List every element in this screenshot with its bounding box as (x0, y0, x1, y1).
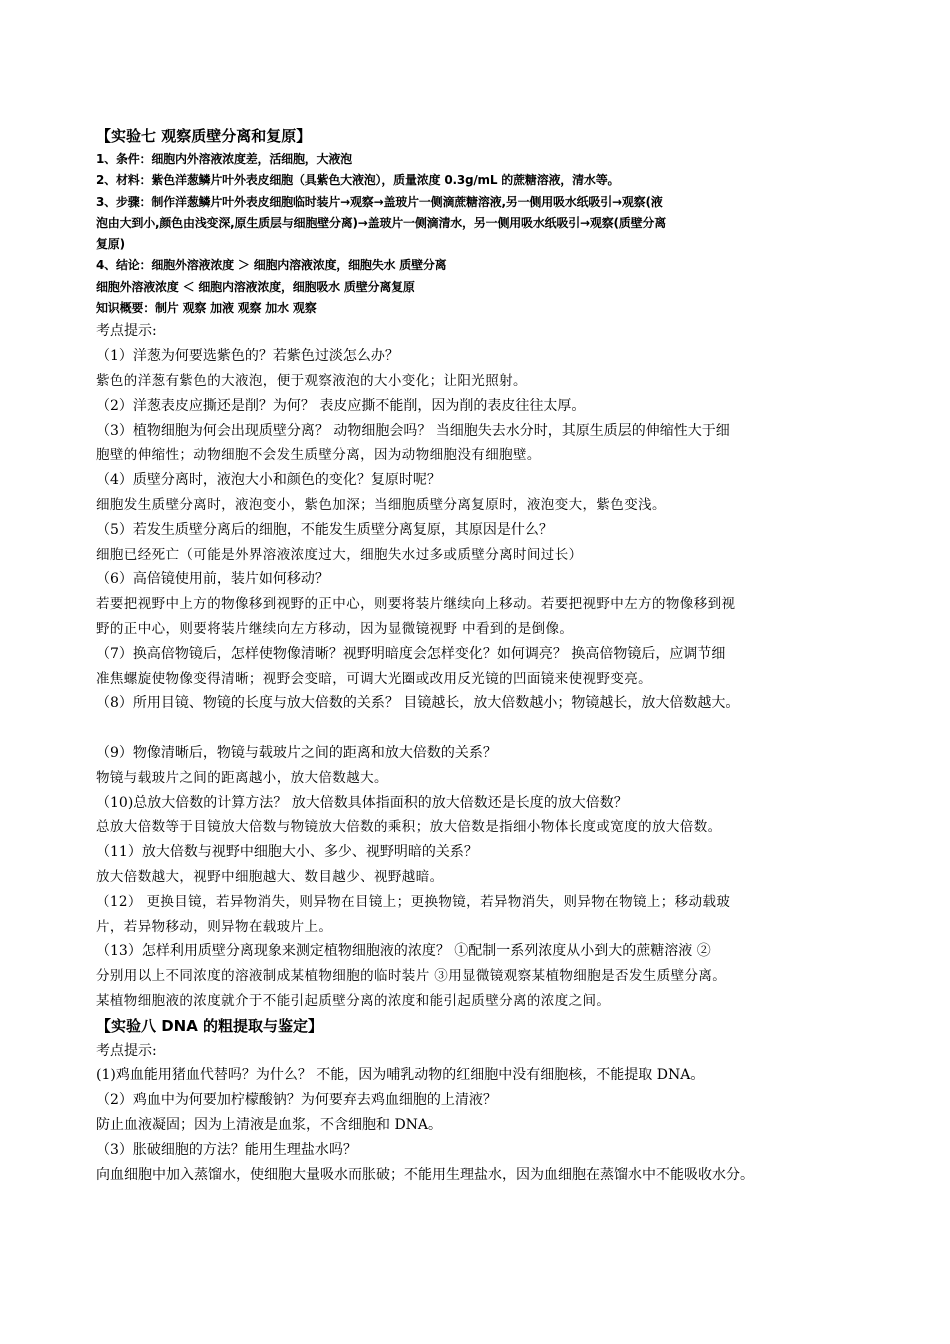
summary-line: 1、条件：细胞内外溶液浓度差，活细胞，大液泡 (96, 152, 352, 166)
exp8-qa-list (96, 1063, 886, 1187)
answer-line: 总放大倍数等于目镜放大倍数与物镜放大倍数的乘积；放大倍数是指细小物体长度或宽度的放大倍数。 (96, 819, 722, 836)
question-line: (1)鸡血能用猪血代替吗？为什么？ 不能，因为哺乳动物的红细胞中没有细胞核，不能提取 DNA。 (96, 1067, 705, 1084)
question-line: （10)总放大倍数的计算方法？ 放大倍数具体指面积的放大倍数还是长度的放大倍数？ (96, 794, 628, 811)
exp7-qa-list (96, 344, 886, 1014)
answer-line: 细胞发生质壁分离时，液泡变小，紫色加深；当细胞质壁分离复原时，液泡变大，紫色变浅。 (96, 496, 666, 513)
blank-line (96, 716, 886, 741)
answer-line: 某植物细胞液的浓度就介于不能引起质壁分离的浓度和能引起质壁分离的浓度之间。 (96, 992, 611, 1009)
question-line: （4）质壁分离时，液泡大小和颜色的变化？复原时呢？ (96, 472, 441, 489)
question-line: 防止血液凝固；因为上清液是血浆，不含细胞和 DNA。 (96, 1117, 443, 1134)
answer-line: 物镜与载玻片之间的距离越小，放大倍数越大。 (96, 769, 388, 786)
question-line: （3）胀破细胞的方法？能用生理盐水吗？ (96, 1141, 357, 1158)
summary-line: 泡由大到小,颜色由浅变深,原生质层与细胞壁分离)→盖玻片一侧滴清水，另一侧用吸水纸吸引→观察(质壁分离 (96, 215, 666, 230)
question-line: （5）若发生质壁分离后的细胞，不能发生质壁分离复原，其原因是什么？ (96, 521, 553, 538)
answer-line: 放大倍数越大，视野中细胞越大、数目越少、视野越暗。 (96, 868, 444, 885)
answer-line: 若要把视野中上方的物像移到视野的正中心，则要将装片继续向上移动。若要把视野中左方的物像移到视 (96, 596, 736, 613)
hint-label: 考点提示: (96, 1042, 157, 1059)
answer-line: （12） 更换目镜，若异物消失，则异物在目镜上；更换物镜，若异物消失，则异物在物镜上；移动载玻 (96, 893, 731, 910)
summary-line: 2、材料：紫色洋葱鳞片叶外表皮细胞（具紫色大液泡），质量浓度 0.3g/mL 的蔗糖溶液，清水等。 (96, 173, 620, 188)
summary-line: 细胞外溶液浓度 ＜ 细胞内溶液浓度，细胞吸水 质壁分离复原 (96, 279, 415, 294)
question-line: （2）鸡血中为何要加柠檬酸钠？为何要弃去鸡血细胞的上清液？ (96, 1092, 497, 1109)
answer-line: 胞壁的伸缩性；动物细胞不会发生质壁分离，因为动物细胞没有细胞壁。 (96, 447, 541, 464)
summary-line: 复原) (96, 237, 125, 252)
question-line: （8）所用目镜、物镜的长度与放大倍数的关系？ 目镜越长，放大倍数越小；物镜越长，放大倍数越大。 (96, 695, 740, 712)
document-page (96, 124, 886, 1187)
answer-line: 紫色的洋葱有紫色的大液泡，便于观察液泡的大小变化；让阳光照射。 (96, 372, 527, 389)
answer-line: 细胞已经死亡（可能是外界溶液浓度过大，细胞失水过多或质壁分离时间过长） (96, 546, 583, 563)
answer-line: 野的正中心，则要将装片继续向左方移动，因为显微镜视野 中看到的是倒像。 (96, 620, 574, 637)
summary-line: 知识概要：制片 观察 加液 观察 加水 观察 (96, 301, 317, 316)
exp7-summary (96, 149, 886, 319)
summary-line: 4、结论：细胞外溶液浓度 ＞ 细胞内溶液浓度，细胞失水 质壁分离 (96, 258, 447, 273)
summary-line: 3、步骤：制作洋葱鳞片叶外表皮细胞临时装片→观察→盖玻片一侧滴蔗糖溶液,另一侧用吸水纸吸引→观察(液 (96, 194, 663, 209)
answer-line: 分别用以上不同浓度的溶液制成某植物细胞的临时装片 ③用显微镜观察某植物细胞是否发生质壁分离。 (96, 968, 727, 985)
question-line: （1）洋葱为何要选紫色的？若紫色过淡怎么办？ (96, 348, 399, 365)
question-line: 向血细胞中加入蒸馏水，使细胞大量吸水而胀破；不能用生理盐水，因为血细胞在蒸馏水中不能吸收水分。 (96, 1166, 754, 1183)
question-line: （11）放大倍数与视野中细胞大小、多少、视野明暗的关系？ (96, 844, 478, 861)
question-line: （13）怎样利用质壁分离现象来测定植物细胞液的浓度？ ①配制一系列浓度从小到大的蔗糖溶液 ② (96, 943, 711, 960)
question-line: （7）换高倍物镜后，怎样使物像清晰？视野明暗度会怎样变化？如何调亮？ 换高倍物镜后，应调节细 (96, 645, 726, 662)
question-line: （6）高倍镜使用前，装片如何移动？ (96, 571, 329, 588)
section-title-exp8: 【实验八 DNA 的粗提取与鉴定】 (96, 1016, 324, 1035)
answer-line: 准焦螺旋使物像变得清晰；视野会变暗，可调大光圈或改用反光镜的凹面镜来使视野变亮。 (96, 670, 652, 687)
answer-line: 片，若异物移动，则异物在载玻片上。 (96, 918, 333, 935)
section-title-exp7: 【实验七 观察质壁分离和复原】 (96, 127, 312, 145)
question-line: （9）物像清晰后，物镜与载玻片之间的距离和放大倍数的关系？ (96, 744, 497, 761)
hint-label: 考点提示: (96, 323, 157, 340)
question-line: （3）植物细胞为何会出现质壁分离？ 动物细胞会吗？ 当细胞失去水分时，其原生质层的伸缩性大于细 (96, 422, 730, 439)
question-line: （2）洋葱表皮应撕还是削？为何？ 表皮应撕不能削，因为削的表皮往往太厚。 (96, 397, 586, 414)
